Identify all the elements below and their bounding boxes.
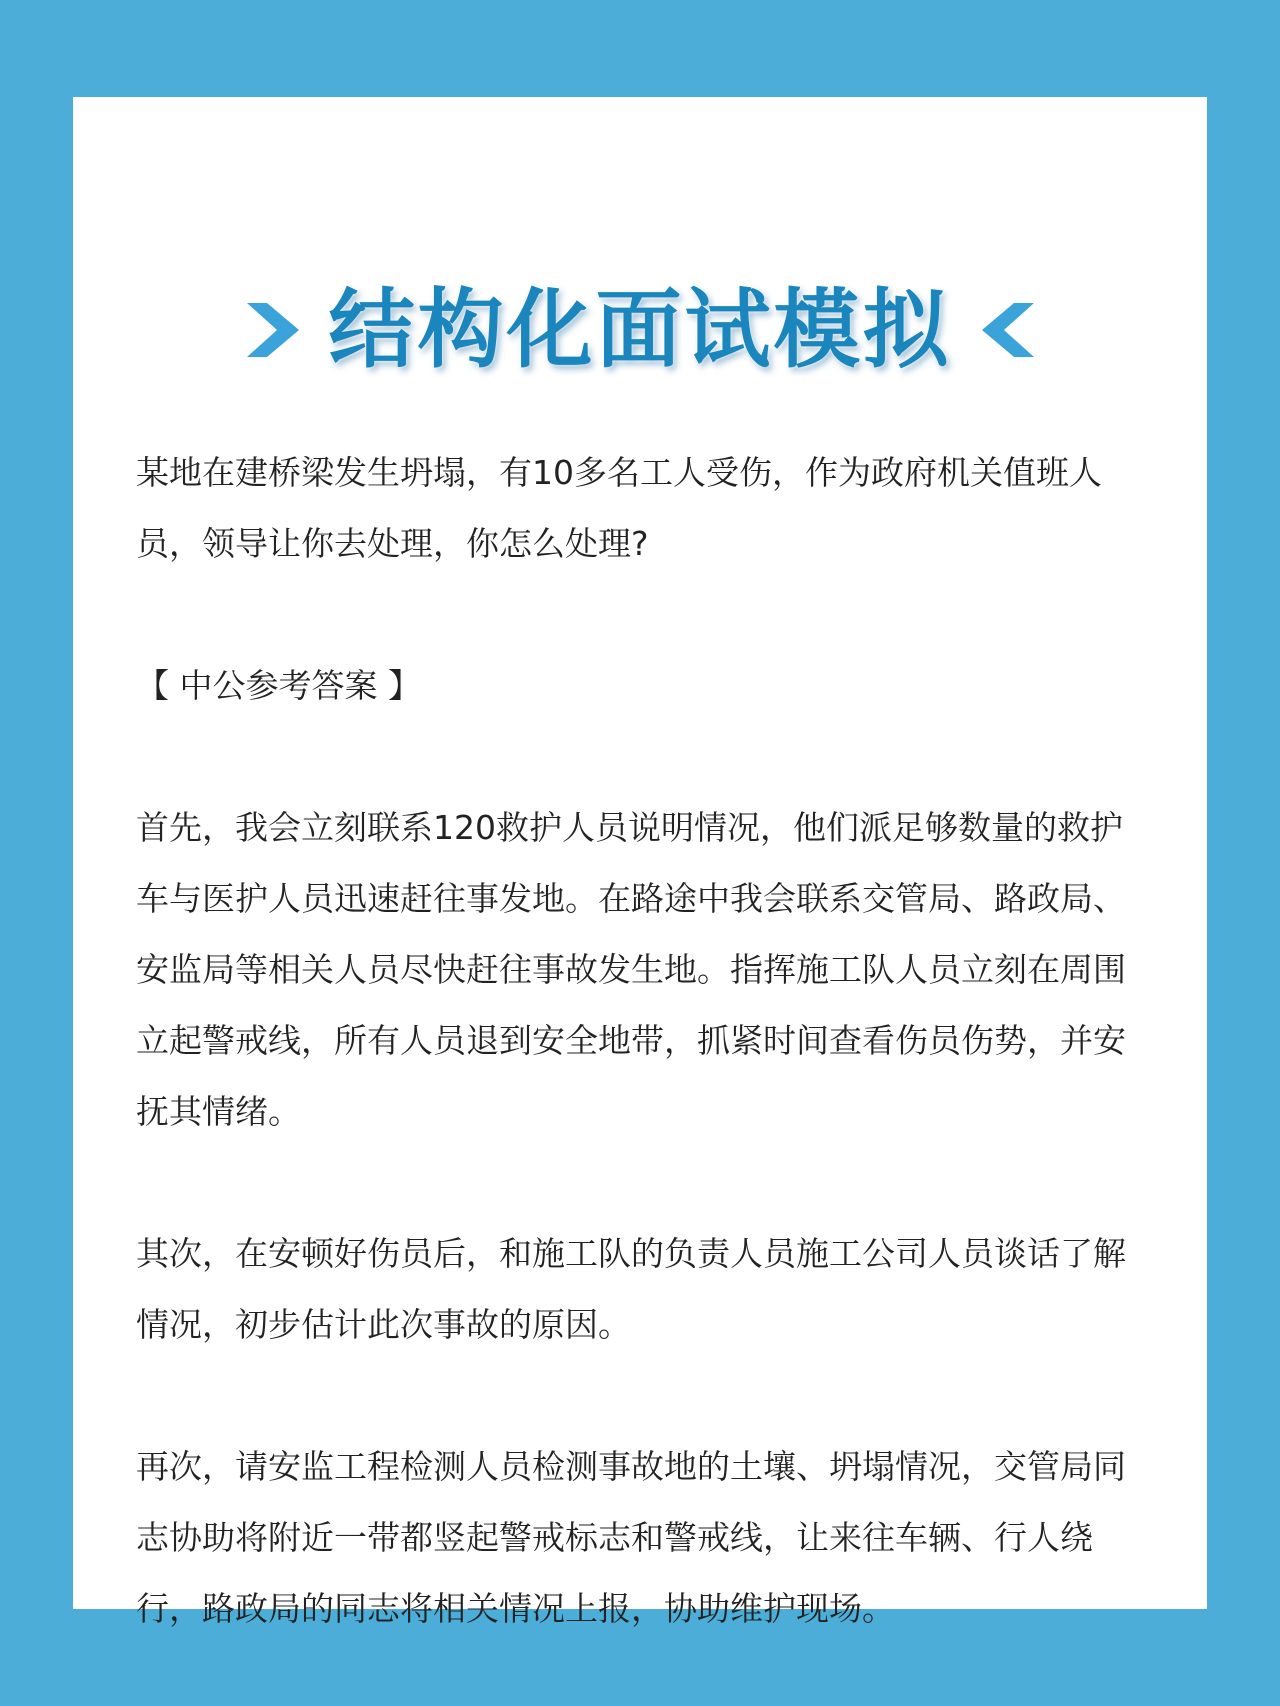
chevron-right-icon xyxy=(245,299,301,361)
answer-paragraph-1: 首先，我会立刻联系120救护人员说明情况，他们派足够数量的救护车与医护人员迅速赶往事发地。在路途中我会联系交管局、路政局、安监局等相关人员尽快赶往事故发生地。指挥施工队人员立刻在周围立起警戒线，所有人员退到安全地带，抓紧时间查看伤员伤势，并安抚其情绪。 xyxy=(136,808,1126,1131)
spacer xyxy=(136,721,1136,792)
spacer xyxy=(136,1360,1136,1431)
page-title: 结构化面试模拟 xyxy=(328,280,952,380)
answer-paragraph-3: 再次，请安监工程检测人员检测事故地的土壤、坍塌情况，交管局同志协助将附近一带都竖起警戒标志和警戒线，让来往车辆、行人绕行，路政局的同志将相关情况上报，协助维护现场。 xyxy=(136,1447,1126,1628)
question-text: 某地在建桥梁发生坍塌，有10多名工人受伤，作为政府机关值班人员，领导让你去处理，你怎么处理? xyxy=(136,453,1102,563)
title-row xyxy=(73,275,1207,385)
article-body xyxy=(136,437,1136,1644)
content-card xyxy=(73,97,1207,1628)
chevron-left-icon xyxy=(980,299,1036,361)
answer-heading: 【 中公参考答案 】 xyxy=(136,666,421,705)
answer-paragraph-2: 其次，在安顿好伤员后，和施工队的负责人员施工公司人员谈话了解情况，初步估计此次事故的原因。 xyxy=(136,1234,1126,1344)
spacer xyxy=(136,579,1136,650)
spacer xyxy=(136,1147,1136,1218)
